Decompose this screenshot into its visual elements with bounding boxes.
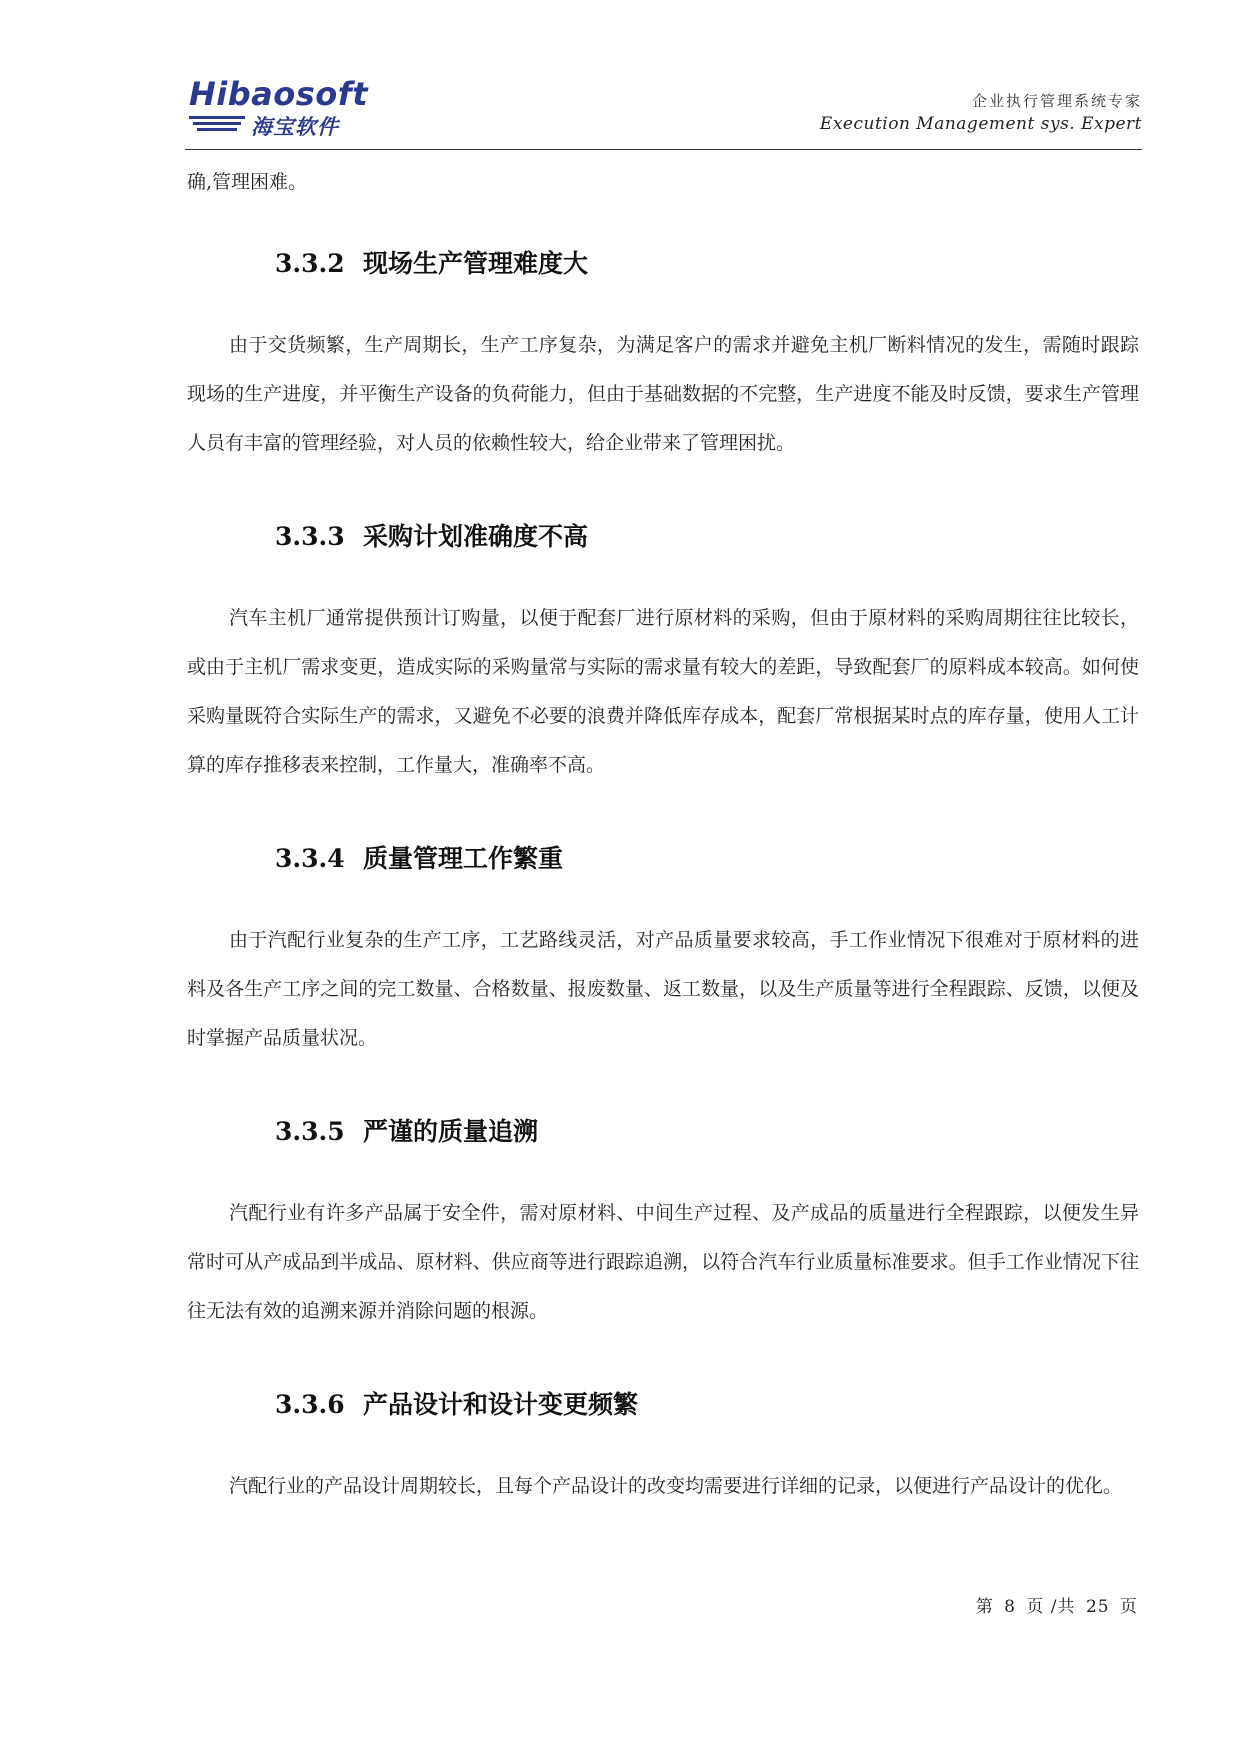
tagline-cn: 企业执行管理系统专家 <box>971 92 1142 110</box>
footer-prefix: 第 <box>975 1597 994 1617</box>
section-paragraph: 汽车主机厂通常提供预计订购量，以便于配套厂进行原材料的采购，但由于原材料的采购周期往往比较长，或由于主机厂需求变更，造成实际的采购量常与实际的需求量有较大的差距，导致配套厂的原料成本较高。如何使采购量既符合实际生产的需求，又避免不必要的浪费并降低库存成本，配套厂常根据某时点的库存量，使用人工计算的库存推移表来控制，工作量大，准确率不高。 <box>187 607 1139 776</box>
company-logo <box>189 76 379 142</box>
section-heading <box>187 1093 1139 1171</box>
section-heading <box>187 1366 1139 1444</box>
section-heading <box>187 225 1139 303</box>
section-paragraph: 汽配行业有许多产品属于安全件，需对原材料、中间生产过程、及产成品的质量进行全程跟踪，以便发生异常时可从产成品到半成品、原材料、供应商等进行跟踪追溯，以符合汽车行业质量标准要求。但手工作业情况下往往无法有效的追溯来源并消除问题的根源。 <box>187 1202 1139 1322</box>
tagline-en: Execution Management sys. Expert <box>819 114 1142 134</box>
section-title: 产品设计和设计变更频繁 <box>363 1390 639 1419</box>
section-heading <box>187 498 1139 576</box>
total-page-count: 25 <box>1085 1597 1110 1617</box>
section-title: 现场生产管理难度大 <box>363 249 589 278</box>
section-paragraph: 汽配行业的产品设计周期较长，且每个产品设计的改变均需要进行详细的记录，以便进行产品设计的优化。 <box>229 1475 1123 1497</box>
section-number: 3.3.4 <box>275 844 345 873</box>
logo-text-cn: 海宝软件 <box>251 115 339 139</box>
document-body <box>187 158 1139 1511</box>
section-paragraph: 由于汽配行业复杂的生产工序，工艺路线灵活，对产品质量要求较高，手工作业情况下很难对于原材料的进料及各生产工序之间的完工数量、合格数量、报废数量、返工数量，以及生产质量等进行全程跟踪、反馈，以便及时掌握产品质量状况。 <box>187 929 1139 1049</box>
page-header <box>185 70 1142 150</box>
section-number: 3.3.3 <box>275 522 345 551</box>
section-title: 采购计划准确度不高 <box>363 522 589 551</box>
header-divider <box>185 149 1142 150</box>
section-title: 质量管理工作繁重 <box>363 844 564 873</box>
continuation-paragraph: 确,管理困难。 <box>187 171 308 193</box>
footer-middle: 页 /共 <box>1026 1597 1076 1617</box>
section-number: 3.3.2 <box>275 249 345 278</box>
section-title: 严谨的质量追溯 <box>363 1117 539 1146</box>
logo-text-en: Hibaosoft <box>189 75 368 113</box>
section-heading <box>187 820 1139 898</box>
section-paragraph: 由于交货频繁，生产周期长，生产工序复杂，为满足客户的需求并避免主机厂断料情况的发生，需随时跟踪现场的生产进度，并平衡生产设备的负荷能力，但由于基础数据的不完整，生产进度不能及时反馈，要求生产管理人员有丰富的管理经验，对人员的依赖性较大，给企业带来了管理困扰。 <box>187 334 1139 454</box>
page-number-footer <box>974 1592 1140 1617</box>
footer-suffix: 页 <box>1120 1597 1138 1617</box>
current-page-number: 8 <box>1004 1597 1016 1617</box>
section-number: 3.3.5 <box>275 1117 345 1146</box>
logo-stripes-icon <box>189 116 249 136</box>
header-tagline <box>820 90 1142 136</box>
section-number: 3.3.6 <box>275 1390 345 1419</box>
